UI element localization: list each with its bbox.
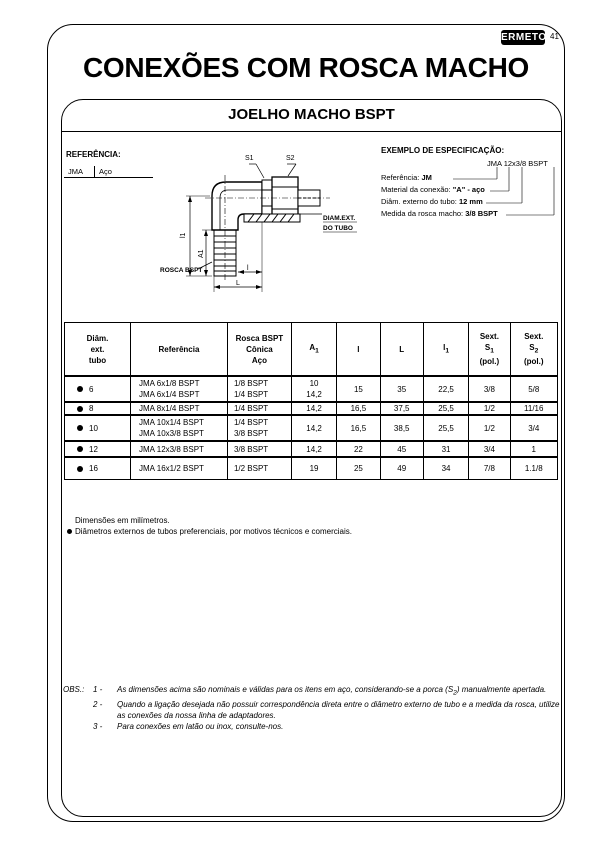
bullet-icon — [77, 386, 83, 392]
exemplo-line-value: "A" - aço — [452, 185, 485, 194]
note-diameters: Diâmetros externos de tubos preferenciais, por motivos técnicos e comerciais. — [67, 526, 352, 537]
label-diam-ext: DIAM.EXT. — [323, 215, 356, 222]
label-do-tubo: DO TUBO — [323, 225, 353, 232]
bullet-icon — [77, 446, 83, 452]
label-s2: S2 — [286, 155, 295, 162]
referencia-label: REFERÊNCIA: — [66, 150, 121, 159]
observations — [63, 684, 560, 732]
header-a1: $A_1$ — [291, 323, 336, 377]
header-s2: Sext. $S_2$ (pol.) — [510, 323, 558, 377]
bullet-icon — [77, 406, 83, 412]
exemplo-code-a: JMA — [487, 159, 502, 168]
label-s1: S1 — [245, 155, 254, 162]
header-l: l — [337, 323, 380, 377]
bullet-icon — [77, 425, 83, 431]
header-s1: Sext. $S_1$ (pol.) — [469, 323, 510, 377]
exemplo-code — [487, 159, 548, 168]
exemplo-line-label: Material da conexão: — [381, 185, 453, 194]
referencia-code: JMA — [64, 166, 95, 178]
exemplo-line-value: 12 mm — [458, 197, 483, 206]
dimensions-table — [64, 322, 558, 480]
ermeto-logo: ERMETO — [501, 32, 547, 43]
label-l: l — [247, 265, 249, 272]
obs-item: 2 - Quando a ligação desejada não possuir correspondência direta entre o diâmetro externo de tubo e a medida da rosca, utilize as conexões da nossa linha de adaptadores. — [93, 699, 560, 720]
label-rosca: ROSCA BSPT — [160, 267, 203, 274]
table-row: 8 JMA 8x1/4 BSPT 1/4 BSPT 14,2 16,5 37,5 25,5 1/2 11/16 — [65, 402, 558, 415]
header-l1: $l_1$ — [423, 323, 468, 377]
exemplo-line-diametro — [381, 197, 483, 206]
exemplo-line-rosca — [381, 209, 498, 218]
exemplo-line-value: 3/8 BSPT — [465, 209, 498, 218]
table-header-row — [65, 323, 558, 377]
page-number: 41 — [550, 32, 559, 41]
exemplo-line-material — [381, 185, 485, 194]
header-diam: Diâm. ext. tubo — [65, 323, 131, 377]
exemplo-line-label: Referência: — [381, 173, 422, 182]
obs-item: OBS.: 1 - As dimensões acima são nominais e válidas para os itens em aço, considerando-se a porca $(S_2)$ manualmente apertada. — [63, 685, 547, 697]
table-row: 6 JMA 6x1/8 BSPT JMA 6x1/4 BSPT 1/8 BSPT 1/4 BSPT 10 14,2 15 35 22,5 3/8 5/8 — [65, 376, 558, 402]
exemplo-line-value: JM — [421, 173, 432, 182]
label-l1: l1 — [180, 232, 187, 238]
note-dimensions: Dimensões em milímetros. — [75, 516, 170, 525]
table-row: 12 JMA 12x3/8 BSPT 3/8 BSPT 14,2 22 45 31 3/4 1 — [65, 441, 558, 457]
label-L: L — [236, 280, 240, 287]
obs-item: 3 - Para conexões em latão ou inox, consulte-nos. — [93, 721, 284, 731]
exemplo-line-label: Medida da rosca macho: — [381, 209, 466, 218]
header-rosca: Rosca BSPT Cônica Aço — [227, 323, 291, 377]
bullet-icon — [67, 529, 72, 534]
table-row: 10 JMA 10x1/4 BSPT JMA 10x3/8 BSPT 1/4 BSPT 3/8 BSPT 14,2 16,5 38,5 25,5 1/2 3/4 — [65, 415, 558, 441]
exemplo-line-referencia — [381, 173, 432, 182]
table-row: 16 JMA 16x1/2 BSPT 1/2 BSPT 19 25 49 34 7/8 1.1/8 — [65, 457, 558, 479]
label-a1: A1 — [198, 249, 205, 258]
section-title: JOELHO MACHO BSPT — [228, 106, 395, 123]
exemplo-code-b: 12x3/8 BSPT — [503, 159, 548, 168]
exemplo-label: EXEMPLO DE ESPECIFICAÇÃO: — [381, 146, 505, 155]
header-referencia: Referência — [131, 323, 228, 377]
page-title: CONEXÕES COM ROSCA MACHO — [82, 52, 529, 83]
header-L: L — [380, 323, 423, 377]
referencia-material: Aço — [95, 166, 153, 178]
bullet-icon — [77, 466, 83, 472]
exemplo-line-label: Diâm. externo do tubo: — [381, 197, 459, 206]
notes — [67, 515, 352, 537]
